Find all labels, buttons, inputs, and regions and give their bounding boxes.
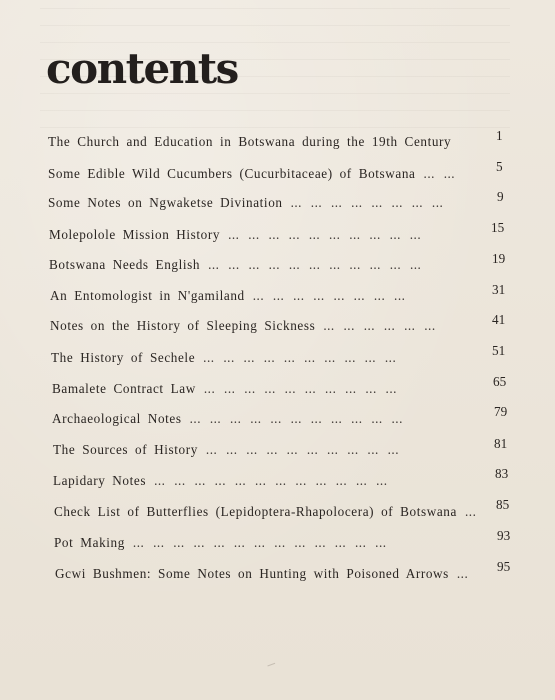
contents-heading: contents xyxy=(46,44,238,93)
entry-page-number: 83 xyxy=(495,466,509,481)
entry-title: Archaeological Notes xyxy=(52,411,182,426)
entry-title: The Church and Education in Botswana during the 19th Century xyxy=(48,134,452,149)
entry-page-number: 15 xyxy=(491,220,505,235)
entry-page-number: 41 xyxy=(492,312,506,327)
toc-entry xyxy=(50,288,405,304)
toc-entry xyxy=(51,350,396,366)
entry-title: The Sources of History xyxy=(53,442,198,457)
entry-page-number: 5 xyxy=(496,159,503,174)
toc-entry xyxy=(53,442,399,458)
entry-title: The History of Sechele xyxy=(51,350,196,365)
toc-entry xyxy=(50,318,436,334)
entry-page-number: 95 xyxy=(497,559,511,574)
entry-page-number: 9 xyxy=(497,189,504,204)
toc-entry xyxy=(54,535,387,551)
entry-title: Notes on the History of Sleeping Sickness xyxy=(50,318,316,333)
toc-entry xyxy=(53,473,388,489)
entry-title: Botswana Needs English xyxy=(49,257,201,272)
toc-entry xyxy=(48,166,455,182)
entry-title: Bamalete Contract Law xyxy=(52,381,196,396)
dot-leader: ... ... ... ... ... ... ... ... ... ... xyxy=(228,227,422,242)
toc-entry xyxy=(54,504,476,520)
dot-leader: ... ... ... ... ... ... xyxy=(323,318,436,333)
entry-title: Lapidary Notes xyxy=(53,473,147,488)
dot-leader: ... ... xyxy=(423,166,456,181)
toc-entry xyxy=(52,381,397,397)
toc-entry xyxy=(48,134,459,150)
dot-leader: ... xyxy=(464,504,477,519)
entry-title: Check List of Butterflies (Lepidoptera-Rhapolocera) of Botswana xyxy=(54,504,457,519)
dot-leader: ... ... ... ... ... ... ... ... ... ... ... xyxy=(208,257,422,272)
dot-leader: ... ... ... ... ... ... ... ... xyxy=(252,288,406,303)
entry-title: Pot Making xyxy=(54,535,125,550)
entry-title: Some Notes on Ngwaketse Divination xyxy=(48,195,283,210)
entry-title: Gcwi Bushmen: Some Notes on Hunting with Poisoned Arrows xyxy=(55,566,449,581)
entry-page-number: 51 xyxy=(492,343,506,358)
entry-page-number: 65 xyxy=(493,374,507,389)
dot-leader: ... ... ... ... ... ... ... ... ... ... ... ... xyxy=(154,473,388,488)
toc-entry xyxy=(48,195,443,211)
dot-leader: ... xyxy=(456,566,469,581)
toc-entry xyxy=(49,227,421,243)
dot-leader: ... ... ... ... ... ... ... ... ... ... xyxy=(203,350,397,365)
entry-title: An Entomologist in N'gamiland xyxy=(50,288,245,303)
dot-leader: ... ... ... ... ... ... ... ... ... ... ... ... ... xyxy=(132,535,387,550)
entry-page-number: 81 xyxy=(494,436,508,451)
dot-leader: ... ... ... ... ... ... ... ... ... ... xyxy=(205,442,399,457)
dot-leader: ... ... ... ... ... ... ... ... xyxy=(290,195,444,210)
entry-page-number: 31 xyxy=(492,282,506,297)
entry-page-number: 85 xyxy=(496,497,510,512)
entry-page-number: 93 xyxy=(497,528,511,543)
entry-page-number: 19 xyxy=(492,251,506,266)
toc-entry xyxy=(55,566,468,582)
toc-entry xyxy=(52,411,403,427)
dot-leader: ... ... ... ... ... ... ... ... ... ... ... xyxy=(189,411,403,426)
entry-title: Some Edible Wild Cucumbers (Cucurbitaceae) of Botswana xyxy=(48,166,416,181)
entry-page-number: 1 xyxy=(496,128,503,143)
entry-title: Molepolole Mission History xyxy=(49,227,221,242)
entry-page-number: 79 xyxy=(494,404,508,419)
toc-entry xyxy=(49,257,421,273)
dot-leader: ... ... ... ... ... ... ... ... ... ... xyxy=(203,381,397,396)
